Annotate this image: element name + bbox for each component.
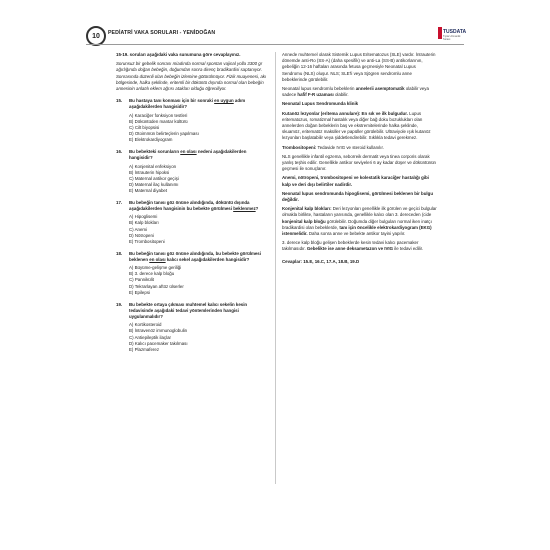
bold-run: konjenital kalp bloğu [282, 218, 326, 224]
explanation-paragraph [282, 145, 437, 151]
option-c: C) Pannikülit [129, 277, 154, 283]
page-number: 10 [86, 26, 106, 46]
stem-text: kalıcı sekel aşağıdakilerden hangisidir? [165, 257, 250, 263]
stem-emphasis: en olası [149, 257, 166, 263]
text-run: görülebilir. Doğumda diğer bulguları normal iken inatçı bradikardisi olan bebeklerde, [282, 218, 432, 230]
left-column [116, 52, 268, 353]
option-d: D) Maternal ilaç kullanımı [129, 181, 179, 187]
bold-run: annelerii asemptomatik [355, 86, 405, 92]
option-c: C) Maternal antikor geçişi [129, 175, 179, 181]
bold-run: Gebelikte ise anne deksametazon ve IVIG [306, 246, 394, 252]
option-e: E) Elektrokardiyogram [129, 137, 173, 142]
answer-key: Cevaplar: 15.E, 16.C, 17.A, 18.B, 19.D [282, 258, 360, 264]
question-stem [129, 251, 268, 263]
stem-text: Bu bebeğin tanısı göz önüne alındığında, bu bebekte görülmesi beklenen [129, 250, 261, 263]
publisher-logo [438, 25, 467, 41]
header-divider [86, 44, 464, 45]
option-b: B) Döküntüden mantar kültürü [129, 118, 188, 124]
column-divider [275, 52, 276, 484]
question-19 [116, 302, 268, 353]
text-run: olabilir. [333, 92, 349, 98]
option-c: C) Cilt biyopsisi [129, 124, 160, 130]
question-number: 18. [116, 250, 123, 256]
option-e: E) Maternal diyabet [129, 187, 168, 193]
case-intro-title: 15-19. soruları aşağıdaki vaka sunumuna göre cevaplayınız. [116, 52, 241, 57]
stem-text: nedeni aşağıdakilerden hangisidir? [129, 149, 247, 161]
section-heading: Neonatal Lupus Sendromunda klinik [282, 101, 359, 107]
right-column-explanations [282, 52, 437, 268]
option-b: B) İntravenöz immunoglobulin [129, 328, 188, 334]
option-a: A) Hipoglisemi [129, 214, 158, 220]
question-18 [116, 251, 268, 296]
explanation-paragraph [282, 240, 437, 252]
logo-subtitle: Tıpta Uzmanlık Sınavı [443, 35, 461, 41]
bold-run: Konjenital kalp blokları: [282, 206, 332, 212]
bold-run: Kutanöz lezyonlar (eritema annulare): En sık ve ilk bulgudur. [282, 110, 408, 116]
option-a: A) Büyüme-gelişme geriliği [129, 265, 182, 271]
question-number: 15. [116, 98, 123, 104]
stem-emphasis: beklenmez [233, 206, 256, 212]
question-number: 16. [116, 149, 123, 155]
text-run: Lupus eritematozus, romatizmal hastalık veya diğer bağ doku bozuklukları olan annelerden doğan bebeklerin baş ve ekstremitelerinde halka şeklinde, skuamöz, eritematöz maküller ve papüller görülebilir. Ultraviyole ışık kutanöz lezyonları başlatabilir veya şiddetlendirebilir. Sıklıkla tedavi gerekmez. [282, 110, 431, 141]
options-list [129, 214, 268, 244]
question-stem [129, 200, 268, 212]
text-run: Deri lezyonları genellikle ilk görülen ve geçici bulgular olmakla birlikte, hastaların yarısında, genellikle kalıcı olan 3. dereceden (cide [282, 206, 437, 218]
option-d: D) Tekrarlayan aftöz ülserler [129, 283, 184, 289]
case-presentation: Sorunsuz bir gebelik sonrası miadında normal spontan vajinal yolla 3300 gr ağırlığında doğan bebeğin, doğumdan sonra direnç bradikardisi saptanıyor. Sonrasında düzenli olan bebeğin izlemine götürülmüyor. Fizik muayenesi, akı bölgesinde, halka şeklinde, eritemli bir döküntü dışında normal olan bebeğin annesinin anlatılı eklem ağrısı atakları olduğu öğreniliyor. [116, 61, 267, 92]
option-a: A) Konjenital enfeksiyon [129, 163, 177, 169]
question-16 [116, 149, 268, 194]
bold-run: hafif F-R uzaması [297, 92, 334, 98]
stem-text: Bu bebekteki sorunların [129, 149, 181, 155]
option-d: D) Otoimmün belirteçlerin yapılması [129, 130, 199, 136]
option-e: E) Plazmaferez [129, 346, 160, 352]
option-c: C) Anemi [129, 226, 148, 232]
stem-emphasis: en uygun [214, 98, 234, 104]
option-a: A) Karaciğer fonksiyon testleri [129, 112, 188, 118]
bold-run: tanı için öncelikle elektrokardiyogram (EKG) istenmelidir. [282, 224, 432, 237]
logo-text: TUSDATA [443, 29, 467, 35]
option-e: E) Trombositopeni [129, 238, 165, 244]
section-title: PEDİATRİ VAKA SORULARI - YENİDOĞAN [108, 30, 216, 36]
text-run: ile tedavi edilir. [393, 246, 424, 252]
options-list [129, 113, 268, 143]
question-number: 19. [116, 301, 123, 307]
explanation-paragraph: NLS genellikle infantil egzema, seborreik dermatit veya tinea corporis olarak yanlış teşhis edilir. Genellikle antikor seviyeleri 6 ay kadar düşer ve döküntünün geçmesi ile sonuçlanır. [282, 153, 436, 172]
options-list [129, 322, 268, 352]
question-stem [129, 98, 268, 110]
explanation-paragraph: Anemi, nötropeni, trombositopeni ve kolestatik karaciğer hastalığı gibi kalp ve deri dışı belirtiler nadirdir. [282, 175, 429, 187]
option-a: A) Kortikosteroid [129, 322, 162, 328]
stem-text: adım aşağıdakilerden hangisidir? [129, 98, 246, 110]
bold-run: Trombositopeni: [282, 144, 317, 150]
stem-emphasis: en olası [180, 149, 197, 155]
text-run: Tedavide IVIG ve steroid kullanılır. [316, 144, 384, 150]
explanation-paragraph [282, 86, 437, 98]
option-c: C) Antiepileptik ilaçlar [129, 334, 171, 340]
question-17 [116, 200, 268, 245]
options-list [129, 265, 268, 295]
stem-text: Bu hastaya tanı konması için bir sonraki [129, 98, 215, 104]
option-d: D) Nötropeni [129, 232, 154, 238]
option-b: B) İntrauterin hipoksi [129, 169, 170, 175]
stem-text: Bu bebeğin tanısı göz önüne alındığında, döküntü dışında aşağıdakilerden hangisinin bu bebekte görülmesi [129, 199, 250, 212]
question-stem [129, 302, 268, 321]
text-run: olabilir veya sadece [282, 86, 429, 98]
option-e: E) Epilepsi [129, 289, 150, 295]
explanation-paragraph [282, 206, 437, 237]
stem-text: Bu bebekte ortaya çıkması muhtemel kalıcı sekelin kesin tedavisinde aşağıdaki tedavi yöntemlerinden hangisi uygulanmalıdır? [129, 301, 248, 320]
question-number: 17. [116, 199, 123, 205]
stem-text: ? [255, 206, 259, 212]
section-heading: Neonatal lupus sendromunda hipoglisemi, görülmesi beklenen bir bulgu değildir. [282, 190, 434, 203]
option-b: B) 3. derece kalp bloğu [129, 271, 175, 277]
text-run: Daha sonra anne ve bebekte antikor tayini yapılır. [307, 231, 406, 237]
question-15 [116, 98, 268, 143]
logo-mark [438, 27, 442, 39]
option-b: B) Kalp blokları [129, 220, 159, 226]
options-list [129, 164, 268, 194]
explanation-paragraph [282, 111, 437, 142]
text-run: 3. derece kalp bloğu gelişen bebeklerde kesin tedavi kalıcı pacemaker takılmasıdır. [282, 240, 419, 252]
option-d: D) Kalıcı pacemaker takılması [129, 340, 188, 346]
text-run: Neonatal lupus sendromlu bebeklerin [282, 86, 356, 92]
question-stem [129, 149, 268, 161]
explanation-paragraph: Annede muhtemel olarak Sistemik Lupus Eritematozus (SLE) vardır. İntrauterin dönemde anti-Ro (SS-A) (daha spesifik) ve anti-La (SS-B) antikorlarının, gebeliğin 12-16 haftaları arasında fetusa geçmesiyle Neonatal Lupus Sendromu (NLS) oluşur. NLS; SLE'li veya Sjögren sendromlu anne bebeklerinde görülebilir. [282, 52, 436, 82]
